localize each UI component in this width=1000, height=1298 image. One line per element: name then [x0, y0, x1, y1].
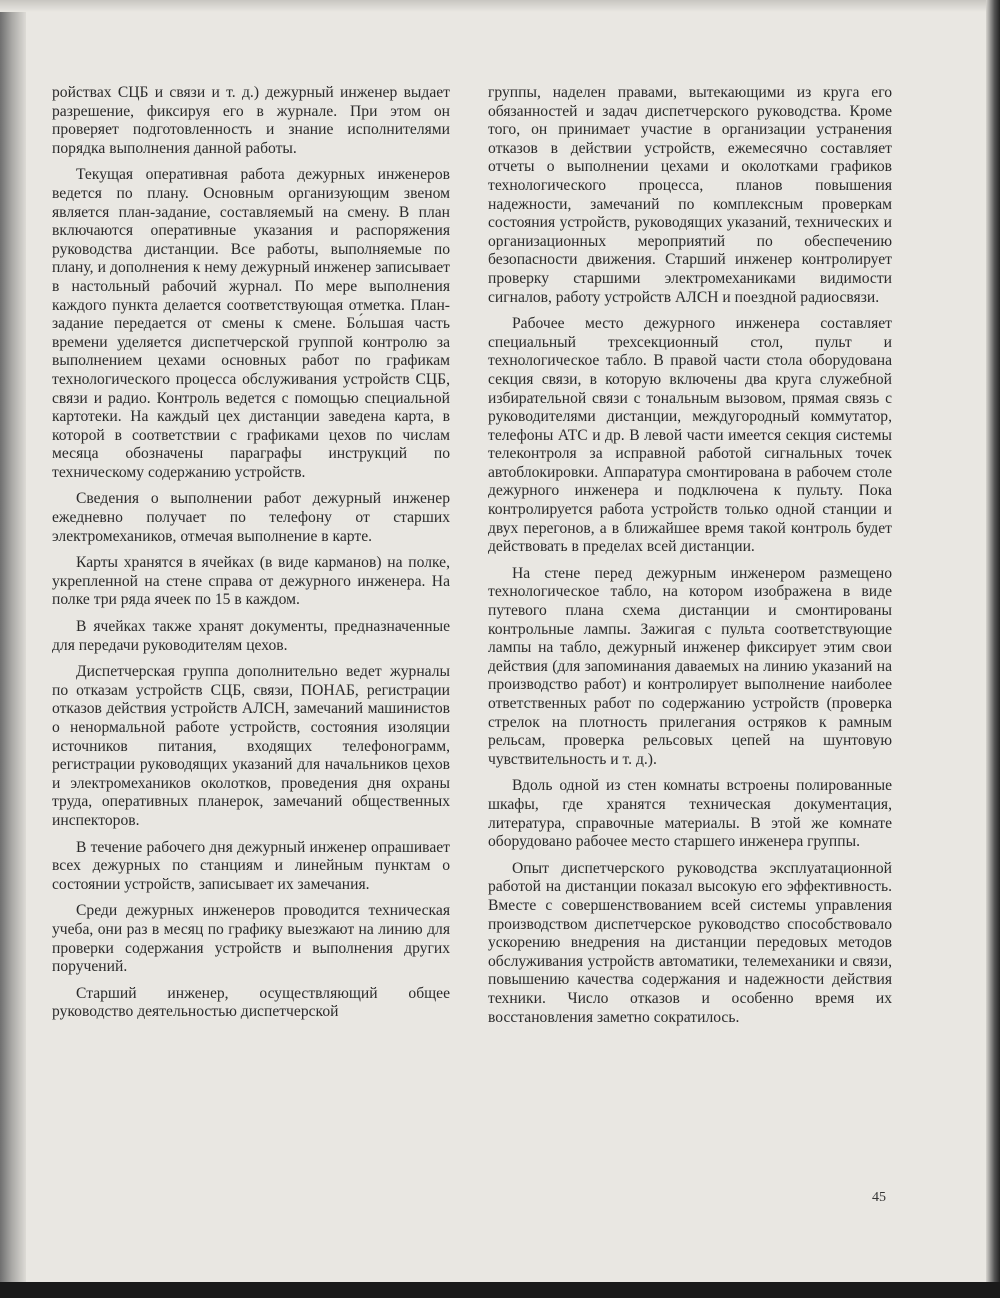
paragraph: Вдоль одной из стен комнаты встроены полированные шкафы, где хранятся техническая документация, литература, справочные материалы. В этой же комнате оборудовано рабочее место старшего инженера группы.: [488, 777, 892, 851]
paragraph: Старший инженер, осуществляющий общее руководство деятельностью диспетчерской: [52, 984, 450, 1021]
bottom-scan-edge: [0, 1282, 1000, 1298]
page-number: 45: [872, 1190, 886, 1205]
paragraph: Опыт диспетчерского руководства эксплуатационной работой на дистанции показал высокую его эффективность. Вместе с совершенствованием всей системы управления производством диспетчерское руководство способствовало ускорению внедрения на дистанции передовых методов обслуживания устройств автоматики, телемеханики и связи, повышению качества содержания и надежности действия техники. Число отказов и особенно время их восстановления заметно сократилось.: [488, 859, 892, 1026]
paragraph: Сведения о выполнении работ дежурный инженер ежедневно получает по телефону от старших электромехаников, отмечая выполнение в карте.: [52, 490, 450, 545]
paragraph: ройствах СЦБ и связи и т. д.) дежурный инженер выдает разрешение, фиксируя его в журнале. При этом он проверяет подготовленность и знание исполнителями порядка выполнения данной работы.: [52, 84, 450, 157]
paragraph: В ячейках также хранят документы, предназначенные для передачи руководителям цехов.: [52, 618, 450, 654]
paragraph: Диспетчерская группа дополнительно ведет журналы по отказам устройств СЦБ, связи, ПОНАБ, регистрации отказов действия устройств АЛСН, замечаний машинистов о ненормальной работе устройств, состояния изоляции источников питания, входящих телефонограмм, регистрации руководящих указаний для начальников цехов и электромехаников околотков, проведения дня охраны труда, оперативных планерок, замечаний общественных инспекторов.: [52, 663, 450, 829]
paragraph: В течение рабочего дня дежурный инженер опрашивает всех дежурных по станциям и линейным пунктам о состоянии устройств, записывает их замечания.: [52, 838, 450, 893]
paragraph: группы, наделен правами, вытекающими из круга его обязанностей и задач диспетчерского руководства. Кроме того, он принимает участие в организации устранения отказов в действии устройств, ежемесячно составляет отчеты о выполнении цехами и околотками графиков технологического процесса, планов повышения надежности, замечаний по комплексным проверкам состояния устройств, руководящих указаний, технических и организационных мероприятий по обеспечению безопасности движения. Старший инженер контролирует проверку старшими электромеханиками видимости сигналов, работу устройств АЛСН и поездной радиосвязи.: [488, 84, 892, 306]
paragraph: Карты хранятся в ячейках (в виде карманов) на полке, укрепленной на стене справа от дежурного инженера. На полке три ряда ячеек по 15 в каждом.: [52, 554, 450, 609]
right-page-edge: [986, 0, 1000, 1298]
paragraph: Рабочее место дежурного инженера составляет специальный трехсекционный стол, пульт и технологическое табло. В правой части стола оборудована секция связи, в которую включены два круга служебной избирательной связи с тональным вызовом, прямая связь с руководителями дистанции, междугородный коммутатор, телефоны АТС и др. В левой части имеется секция системы телеконтроля за исправной работой сигнальных точек автоблокировки. Аппаратура смонтирована в рабочем столе дежурного инженера и подключена к пульту. Пока контролируется работа устройств только одной станции и двух перегонов, а в ближайшее время такой контроль будет действовать в пределах всей дистанции.: [488, 315, 892, 556]
paragraph: Среди дежурных инженеров проводится техническая учеба, они раз в месяц по графику выезжают на линию для проверки содержания устройств и выполнения других поручений.: [52, 902, 450, 976]
paragraph: На стене перед дежурным инженером размещено технологическое табло, на котором изображена в виде путевого плана схема дистанции и смонтированы контрольные лампы. Зажигая с пульта соответствующие лампы на табло, дежурный инженер фиксирует этим свои действия (для запоминания даваемых на линию указаний на производство работ) и контролирует выполнение наиболее ответственных работ по содержанию устройств (проверка стрелок на плотность прилегания остряков к рамным рельсам, проверка рельсовых цепей на шунтовую чувствительность и т. д.).: [488, 564, 892, 768]
binding-shadow: [0, 0, 26, 1298]
left-text-column: [52, 84, 450, 1030]
paragraph: Текущая оперативная работа дежурных инженеров ведется по плану. Основным организующим звеном является план-задание, составляемый на смену. В план включаются оперативные указания и распоряжения руководства дистанции. Все работы, выполняемые по плану, и дополнения к нему дежурный инженер записывает в настольный рабочий журнал. По мере выполнения каждого пункта делается соответствующая отметка. План-задание передается от смены к смене. Бо́льшая часть времени уделяется диспетчерской группой контролю за выполнением цехами основных работ по графикам технологического процесса обслуживания устройств СЦБ, связи и радио. Контроль ведется с помощью специальной картотеки. На каждый цех дистанции заведена карта, в которой в соответствии с графиками цехов по числам месяца обозначены параграфы инструкций по техническому содержанию устройств.: [52, 166, 450, 481]
right-text-column: [488, 84, 892, 1035]
top-page-edge: [0, 0, 1000, 12]
